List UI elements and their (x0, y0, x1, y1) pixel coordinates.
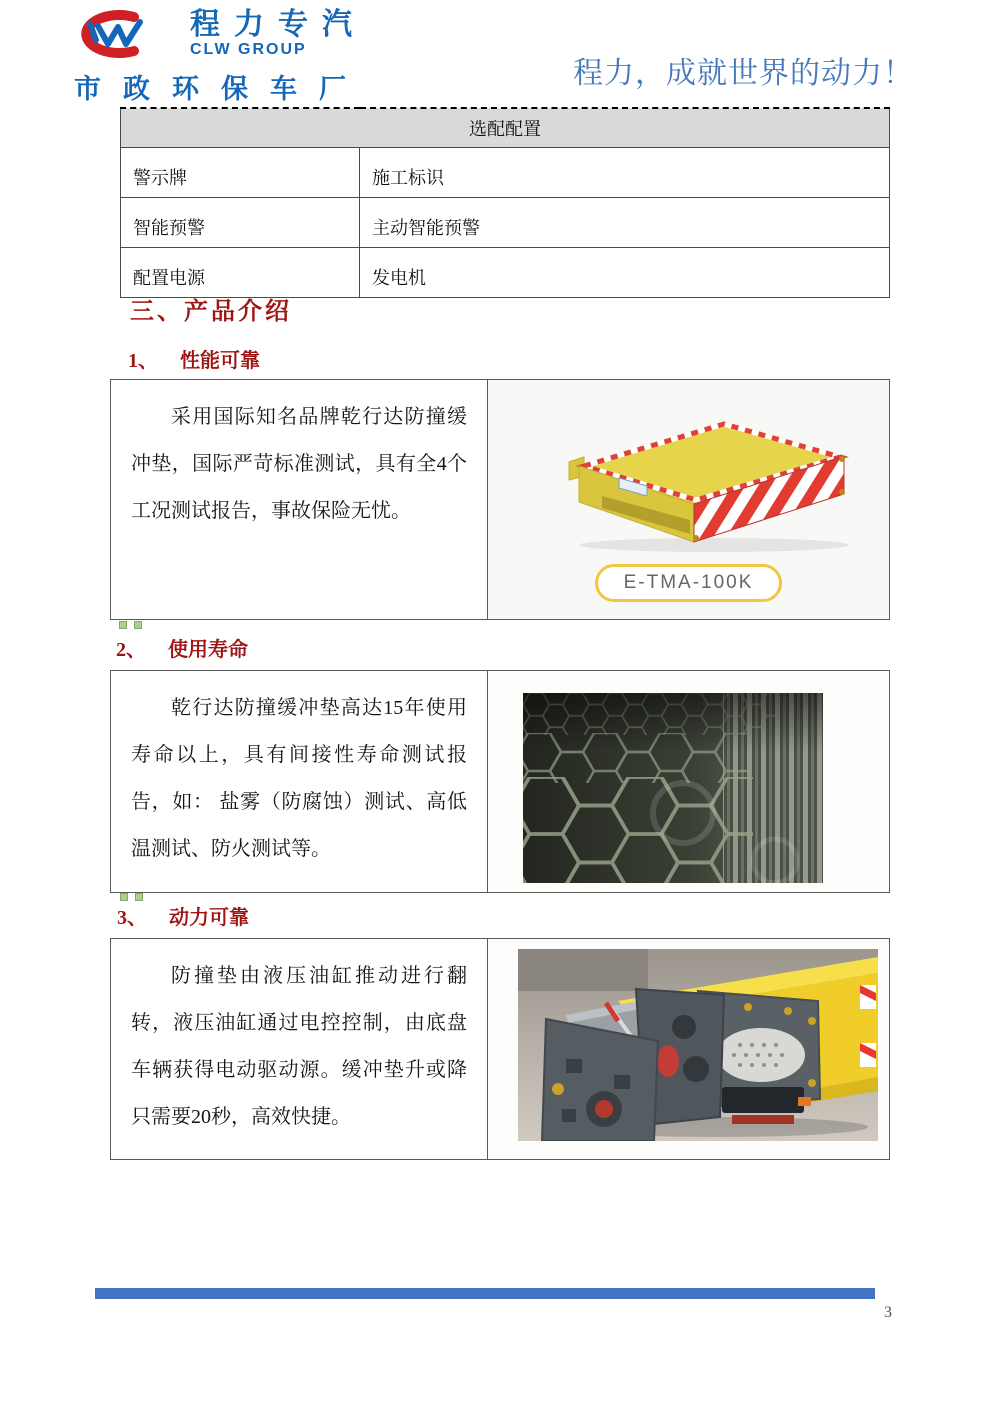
model-caption: E-TMA-100K (595, 564, 783, 602)
table-row (121, 148, 890, 198)
subsection-1-number: 1、 (128, 350, 158, 372)
subsection-2-label: 使用寿命 (168, 639, 248, 661)
honeycomb-core-photo (523, 693, 823, 883)
content-box-3 (110, 938, 890, 1160)
section-title: 三、产品介绍 (130, 298, 292, 325)
content-box-2 (110, 670, 890, 893)
green-square-icon (135, 893, 143, 901)
table-title: 选配配置 (121, 108, 890, 148)
table-cell-label: 配置电源 (121, 248, 360, 298)
subsection-1-label: 性能可靠 (180, 350, 260, 372)
brand-name-en: CLW GROUP (190, 41, 307, 58)
green-square-icon (120, 893, 128, 901)
subsection-3-title (117, 901, 249, 930)
green-marker-icons (119, 621, 142, 629)
body-text-2: 乾行达防撞缓冲垫高达15年使用寿命以上，具有间接性寿命测试报告，如： 盐雾（防腐蚀）测试、高低温测试、防火测试等。 (111, 671, 488, 892)
hydraulic-mechanism-photo (518, 949, 878, 1141)
media-cell-1 (488, 380, 889, 619)
table-cell-value: 主动智能预警 (360, 198, 890, 248)
subsection-3-label: 动力可靠 (169, 907, 249, 929)
brand-name-cn: 程力专汽 (190, 8, 366, 41)
subsection-2-number: 2、 (116, 639, 146, 661)
table-row (121, 198, 890, 248)
table-cell-value: 发电机 (360, 248, 890, 298)
header-slogan: 程力，成就世界的动力！ (573, 57, 914, 90)
crash-cushion-photo (524, 404, 854, 554)
company-logo (60, 10, 368, 106)
table-header-row (121, 108, 890, 148)
green-square-icon (134, 621, 142, 629)
subsection-1-title (128, 344, 260, 373)
content-box-1 (110, 379, 890, 620)
table-cell-label: 警示牌 (121, 148, 360, 198)
factory-name: 市政环保车厂 (74, 74, 368, 104)
subsection-3-number: 3、 (117, 907, 147, 929)
page-number: 3 (884, 1304, 892, 1321)
green-marker-icons (120, 893, 143, 901)
table-cell-value: 施工标识 (360, 148, 890, 198)
media-cell-3 (488, 939, 889, 1159)
optional-config-table (120, 107, 890, 298)
body-text-1: 采用国际知名品牌乾行达防撞缓冲垫，国际严苛标准测试，具有全4个工况测试报告，事故保险无忧。 (111, 380, 488, 619)
table-row (121, 248, 890, 298)
footer-divider-bar (95, 1288, 875, 1299)
table-cell-label: 智能预警 (121, 198, 360, 248)
subsection-2-title (116, 633, 248, 662)
green-square-icon (119, 621, 127, 629)
clw-logo-icon (60, 10, 170, 58)
media-cell-2 (488, 671, 889, 892)
body-text-3: 防撞垫由液压油缸推动进行翻转，液压油缸通过电控控制，由底盘车辆获得电动驱动源。缓冲垫升或降只需要20秒，高效快捷。 (111, 939, 488, 1159)
